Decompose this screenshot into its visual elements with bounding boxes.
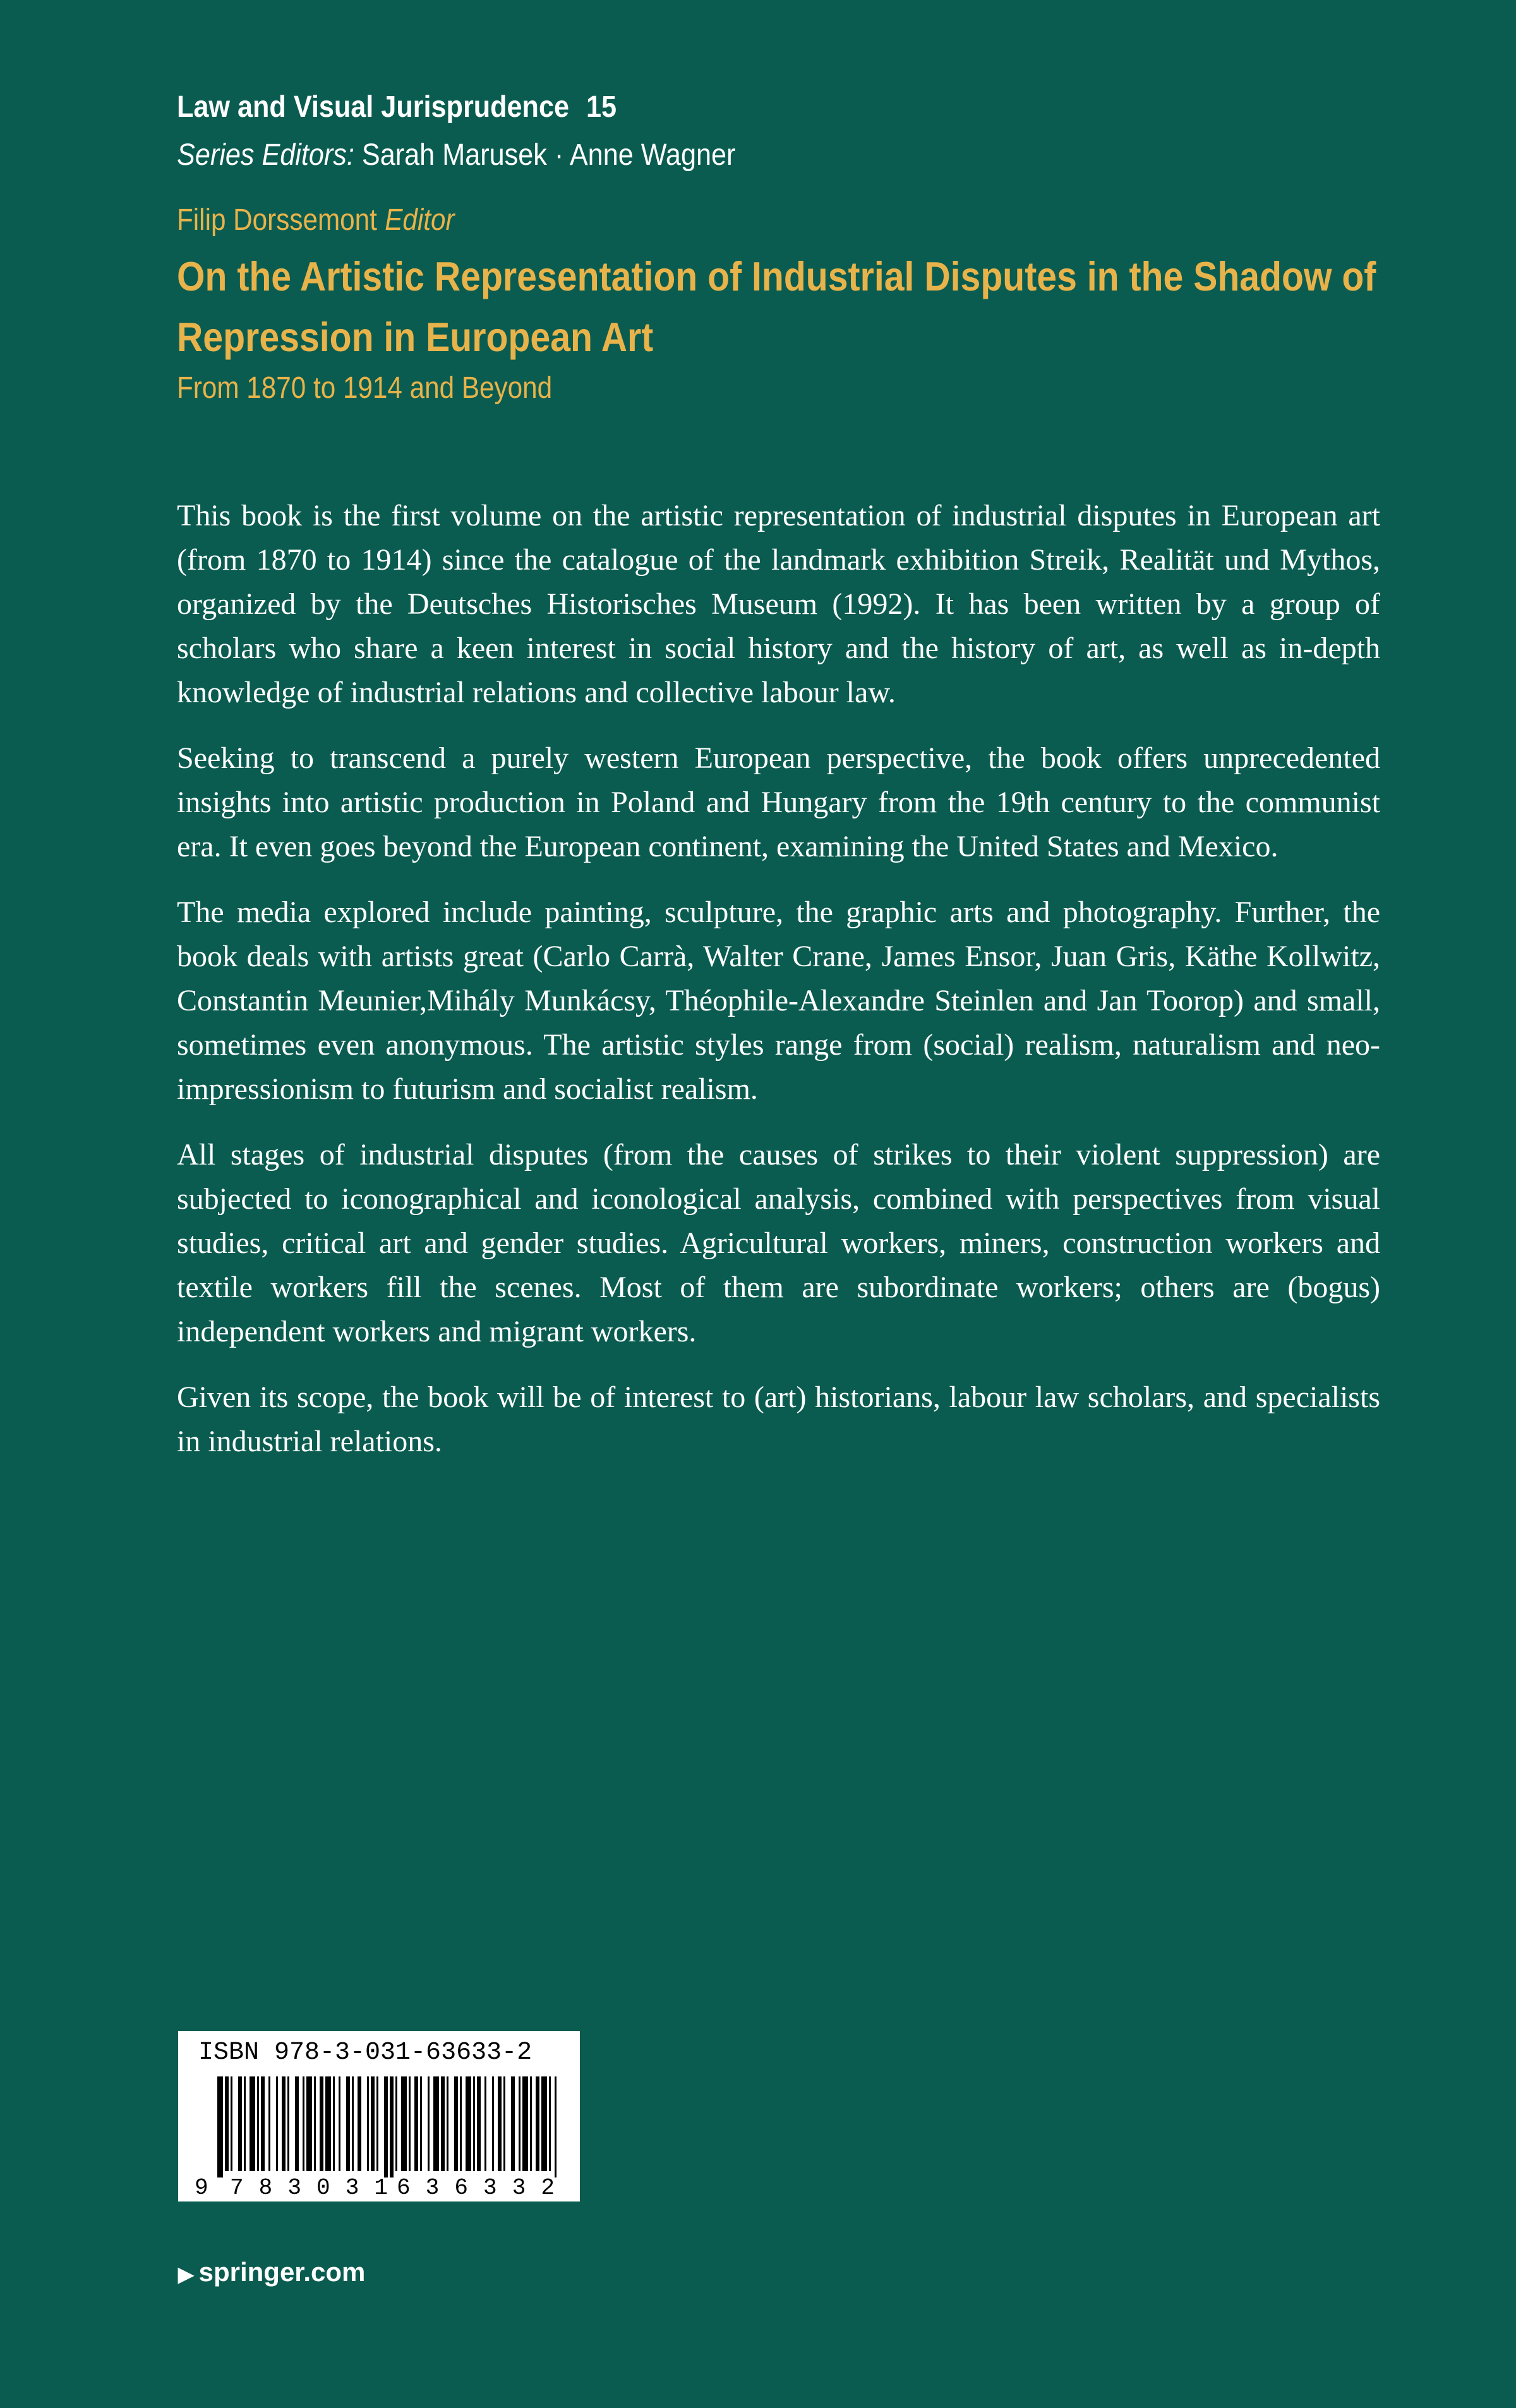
description-paragraph: All stages of industrial disputes (from the causes of strikes to their violent suppression) are subjected to iconographical and iconological analysis, combined with perspectives from visual studies, critical art and gender studies. Agricultural workers, miners, construction workers and textile workers fill the scenes. Most of them are subordinate workers; others are (bogus) independent workers and migrant workers. (177, 1138, 1380, 1348)
publisher-link[interactable] (178, 2257, 365, 2287)
isbn-barcode (178, 2031, 580, 2201)
barcode-bar (358, 2076, 361, 2171)
barcode-bar (401, 2076, 407, 2171)
barcode-right-digits: 636332 (397, 2175, 555, 2201)
barcode-bar (339, 2076, 340, 2171)
barcode-bar (314, 2076, 316, 2171)
barcode-bar (333, 2076, 335, 2171)
barcode-bar (395, 2076, 397, 2171)
editor-role: Editor (385, 203, 455, 237)
triangle-right-icon: ▶ (178, 2263, 194, 2285)
publisher-url: springer.com (198, 2257, 366, 2287)
barcode-bar (225, 2076, 229, 2171)
barcode-bar (250, 2076, 255, 2171)
barcode-bar (257, 2076, 259, 2171)
barcode-bar (433, 2076, 439, 2171)
barcode-bar (325, 2076, 331, 2171)
description-paragraph: The media explored include painting, sculpture, the graphic arts and photography. Further, the book deals with artists great (Carlo Carrà, Walter Crane, James Ensor, Juan Gris, Käthe Kollwitz, Constantin Meunier,Mihály Munkácsy, Théophile-Alexandre Steinlen and Jan Toorop) and small, sometimes even anonymous. The artistic styles range from (social) realism, naturalism and neo-impressionism to futurism and socialist realism. (177, 896, 1380, 1106)
barcode-bar (268, 2076, 270, 2171)
barcode-bar (498, 2076, 502, 2171)
barcode-bar (492, 2076, 494, 2171)
barcode-bar (231, 2076, 232, 2171)
barcode-bar (295, 2076, 299, 2171)
barcode-bar (503, 2076, 505, 2171)
barcode-bar (549, 2076, 551, 2171)
barcode-bar (522, 2076, 528, 2171)
barcode-bars (217, 2076, 556, 2177)
barcode-bar (541, 2076, 547, 2171)
barcode-bar (376, 2076, 378, 2171)
barcode-bar (414, 2076, 418, 2171)
series-info (177, 83, 735, 179)
barcode-bar (477, 2076, 481, 2171)
barcode-bar (447, 2076, 448, 2171)
barcode-bar (371, 2076, 375, 2171)
barcode-bar (244, 2076, 246, 2171)
description-paragraph: Given its scope, the book will be of interest to (art) historians, labour law scholars, and specialists in industrial relations. (177, 1381, 1380, 1458)
barcode-bar (420, 2076, 422, 2171)
barcode-bar (282, 2076, 286, 2171)
barcode-bar (352, 2076, 354, 2171)
description-paragraph: Seeking to transcend a purely western European perspective, the book offers unprecedented insights into artistic production in Poland and Hungary from the 19th century to the communist era. It even goes beyond the European continent, examining the United States and Mexico. (177, 741, 1380, 863)
barcode-bar (238, 2076, 242, 2171)
barcode-bar (287, 2076, 289, 2171)
barcode-left-digits: 783031 (230, 2175, 388, 2201)
description-paragraph: This book is the first volume on the artistic representation of industrial disputes in European art (from 1870 to 1914) since the catalogue of the landmark exhibition Streik, Realität und Mythos, organized by the Deutsches Historisches Museum (1992). It has been written by a group of scholars who share a keen interest in social history and the history of art, as well as in-depth knowledge of industrial relations and collective labour law. (177, 499, 1380, 709)
barcode-bar (217, 2076, 223, 2177)
editor-name: Filip Dorssemont (177, 203, 377, 237)
series-number: 15 (586, 90, 617, 124)
barcode-bar (261, 2076, 265, 2171)
barcode-bar (409, 2076, 411, 2171)
barcode-bar (519, 2076, 520, 2171)
series-editors-label: Series Editors: (177, 138, 354, 172)
barcode-bar (367, 2076, 369, 2171)
barcode-bar (276, 2076, 278, 2171)
barcode-bar (484, 2076, 486, 2171)
barcode-bar (466, 2076, 471, 2171)
barcode-bar (346, 2076, 350, 2171)
series-editors: Sarah Marusek · Anne Wagner (361, 138, 736, 172)
barcode-bar (303, 2076, 304, 2171)
series-editors-line (177, 131, 735, 179)
barcode-bar (306, 2076, 312, 2171)
series-title: Law and Visual Jurisprudence (177, 90, 569, 124)
barcode-bar (384, 2076, 388, 2177)
book-description (177, 494, 1380, 1485)
book-editor-line (177, 198, 1400, 243)
barcode-bar (390, 2076, 394, 2177)
isbn-label: ISBN 978-3-031-63633-2 (198, 2039, 532, 2067)
book-title-block (177, 198, 1400, 409)
book-subtitle: From 1870 to 1914 and Beyond (177, 371, 553, 405)
barcode-first-digit: 9 (195, 2175, 208, 2201)
series-title-line (177, 83, 735, 131)
barcode-bar (555, 2076, 556, 2177)
barcode-bar (511, 2076, 515, 2171)
barcode-graphic (178, 2031, 580, 2201)
barcode-bar (473, 2076, 475, 2171)
barcode-bar (536, 2076, 539, 2171)
barcode-bar (428, 2076, 430, 2171)
barcode-bar (320, 2076, 323, 2171)
barcode-bar (530, 2076, 532, 2171)
book-title: On the Artistic Representation of Industrial Disputes in the Shadow of Repression in European Art (177, 253, 1376, 360)
barcode-bar (454, 2076, 458, 2171)
barcode-bar (441, 2076, 445, 2171)
barcode-bar (460, 2076, 462, 2171)
